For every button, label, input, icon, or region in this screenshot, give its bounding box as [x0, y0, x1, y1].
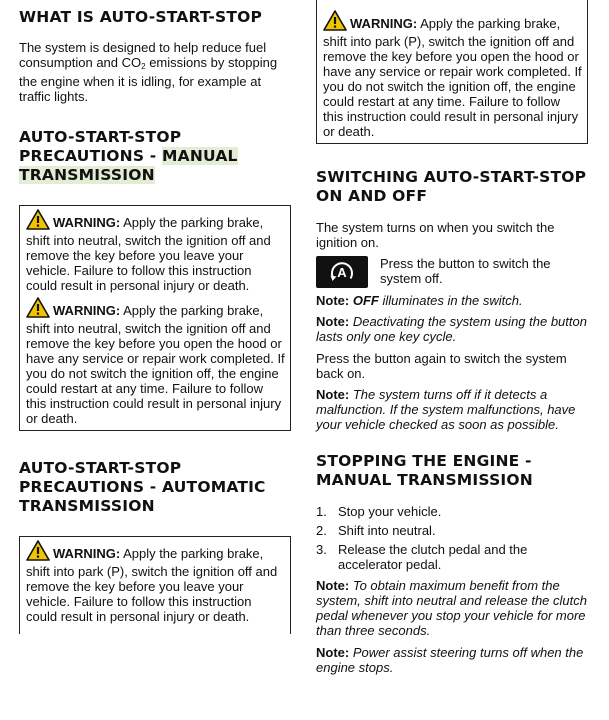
warning-automatic-1: WARNING: Apply the parking brake, shift into park (P), switch the ignition off and remove the key before you leave your vehicle. Failure to follow this instruction could result in personal injury or death. [26, 540, 286, 624]
intro-paragraph: The system is designed to help reduce fuel consumption and $CO_2$ emissions by stopping the engine when it is idling, for example at traffic lights. [19, 40, 278, 104]
paragraph-press-again: Press the button again to switch the system back on. [316, 351, 567, 381]
warning-icon [26, 297, 50, 321]
warning-box-top [316, 0, 588, 144]
heading-what-is: WHAT IS AUTO-START-STOP [19, 8, 263, 26]
warning-manual-1: WARNING: Apply the parking brake, shift into neutral, switch the ignition off and remove the key before you leave your vehicle. Failure to follow this instruction could result in personal injury or death. [26, 209, 286, 293]
warning-icon [323, 10, 347, 34]
heading-precautions-automatic: AUTO-START-STOP PRECAUTIONS - AUTOMATIC TRANSMISSION [19, 459, 266, 515]
list-item: 1. Stop your vehicle. [316, 504, 442, 519]
note-maximum-benefit: Note: To obtain maximum benefit from the system, shift into neutral and release the clutch pedal whenever you stop your vehicle for more than three seconds. [316, 578, 587, 638]
steps-list [316, 504, 588, 572]
button-instruction [316, 256, 588, 288]
warning-automatic-2: WARNING: Apply the parking brake, shift into park (P), switch the ignition off and remove the key before you open the hood or have any service or repair work completed. If you do not switch the ignition off, the engine could restart at any time. Failure to follow this instruction could result in personal injury or death. [323, 10, 583, 139]
warning-icon [26, 209, 50, 233]
svg-text:A: A [337, 265, 347, 280]
list-item: 2. Shift into neutral. [316, 523, 436, 538]
heading-switching: SWITCHING AUTO-START-STOP ON AND OFF [316, 168, 587, 205]
note-off-illuminates: Note: OFF illuminates in the switch. [316, 293, 523, 308]
note-power-steering: Note: Power assist steering turns off when the engine stops. [316, 645, 584, 675]
heading-precautions-manual: AUTO-START-STOP PRECAUTIONS - MANUAL TRANSMISSION [19, 128, 238, 184]
button-instruction-text: Press the button to switch the system off. [380, 256, 551, 286]
paragraph-system-on: The system turns on when you switch the ignition on. [316, 220, 555, 250]
warning-manual-2: WARNING: Apply the parking brake, shift into neutral, switch the ignition off and remove the key before you open the hood or have any service or repair work completed. If you do not switch the ignition off, the engine could restart at any time. Failure to follow this instruction could result in personal injury or death. [26, 297, 286, 426]
heading-stopping-engine: STOPPING THE ENGINE - MANUAL TRANSMISSION [316, 452, 533, 489]
list-item: 3. Release the clutch pedal and the accelerator pedal. [316, 542, 528, 572]
warning-icon [26, 540, 50, 564]
warning-box-automatic [19, 536, 291, 634]
left-column [19, 0, 291, 634]
note-deactivating: Note: Deactivating the system using the button lasts only one key cycle. [316, 314, 587, 344]
right-column [316, 0, 588, 675]
note-malfunction: Note: The system turns off if it detects a malfunction. If the system malfunctions, have your vehicle checked as soon as possible. [316, 387, 576, 432]
auto-start-stop-icon [316, 256, 368, 288]
warning-box-manual [19, 205, 291, 431]
